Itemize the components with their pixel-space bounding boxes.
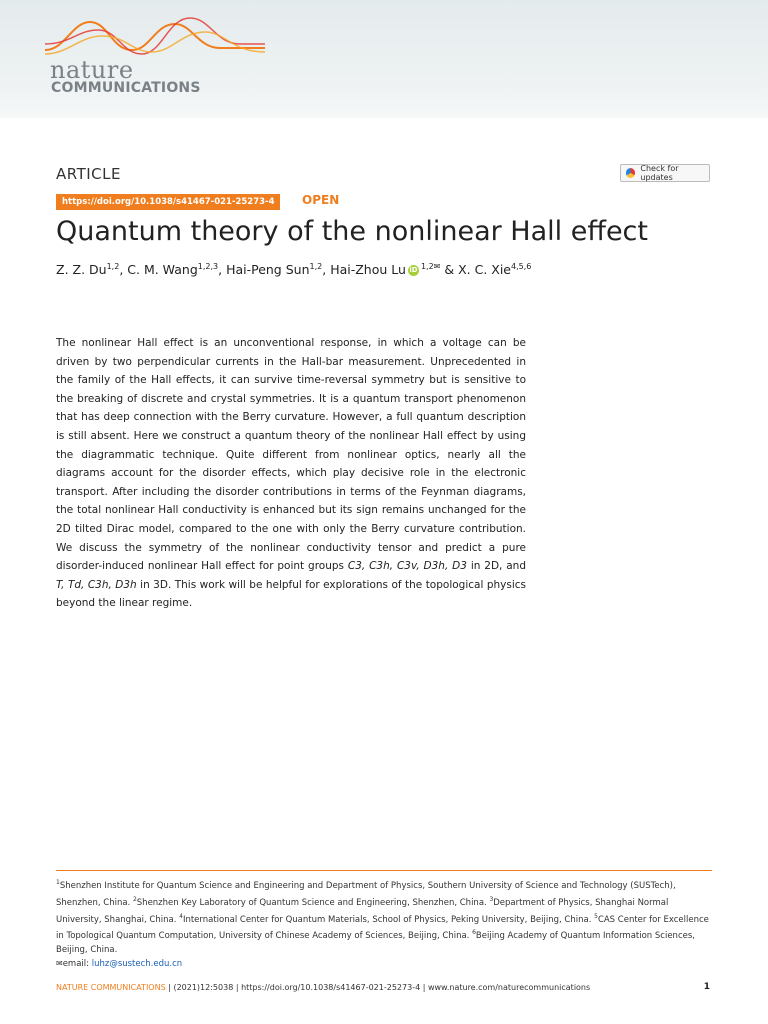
point-groups-3d: T, Td, C3h, D3h: [56, 578, 137, 591]
journal-logo[interactable]: [40, 14, 270, 109]
footer-citation: | (2021)12:5038 | https://doi.org/10.1038/s41467-021-25273-4 | www.nature.com/naturecommunications: [165, 983, 591, 992]
author-affiliation: 1,2: [309, 262, 323, 271]
author-name[interactable]: X. C. Xie: [458, 262, 511, 278]
logo-communications-text: COMMUNICATIONS: [51, 80, 201, 96]
affiliation-3: Department of Physics, Shanghai Normal University, Shanghai, China.: [56, 897, 669, 925]
article-type-label: ARTICLE: [56, 165, 121, 183]
footer-journal: NATURE COMMUNICATIONS: [56, 983, 166, 992]
author-affiliation: 1,2✉: [420, 262, 441, 271]
abstract-text-mid: in 2D, and: [466, 560, 526, 573]
author-separator: ,: [322, 262, 331, 278]
affiliation-2: Shenzhen Key Laboratory of Quantum Science and Engineering, Shenzhen, China.: [136, 897, 490, 908]
page-footer: [56, 983, 590, 992]
affiliations: $^1$Shenzhen Institute for Quantum Science and Engineering and Department of Physics, Southern University of Science and Technology (SUSTech), Shenzhen, China. $^2$Shenzhen Key Laboratory of Quantum Science and Engineering, Shenzhen, China. $^3$Department of Physics, Shanghai Normal University, Shanghai, China. $^4$International Center for Quantum Materials, School of Physics, Peking University, Beijing, China. $^5$CAS Center for Excellence in Topological Quantum Computation, University of Chinese Academy of Sciences, Beijing, China. $^6$Beijing Academy of Quantum Information Sciences, Beijing, China. ✉email: luhz@sustech.edu.cn: [56, 879, 709, 970]
author-ampersand: &: [440, 262, 459, 278]
email-link[interactable]: luhz@sustech.edu.cn: [91, 959, 183, 970]
mail-icon: ✉: [56, 959, 63, 969]
check-for-updates-button[interactable]: [620, 164, 710, 182]
author-separator: ,: [119, 262, 128, 278]
doi-link[interactable]: https://doi.org/10.1038/s41467-021-25273-4: [56, 194, 280, 210]
affiliation-4: International Center for Quantum Materials, School of Physics, Peking University, Beijing, China.: [182, 914, 595, 925]
author-name[interactable]: Z. Z. Du: [56, 262, 107, 278]
logo-nature-text: nature: [50, 56, 134, 84]
check-updates-label: Check for updates: [640, 164, 679, 182]
author-name[interactable]: C. M. Wang: [127, 262, 198, 278]
page-number: 1: [703, 982, 710, 992]
affiliation-6: Beijing Academy of Quantum Information Sciences, Beijing, China.: [56, 931, 695, 956]
open-access-label: OPEN: [302, 193, 340, 207]
journal-banner: [0, 0, 768, 118]
affiliation-1: Shenzhen Institute for Quantum Science and Engineering and Department of Physics, Southern University of Science and Technology (SUSTech), Shenzhen, China.: [56, 880, 676, 908]
email-label: email:: [62, 959, 92, 970]
affiliation-5: CAS Center for Excellence in Topological Quantum Computation, University of Chinese Academy of Sciences, Beijing, China.: [56, 914, 709, 942]
affiliation-divider: [56, 870, 712, 871]
author-name[interactable]: Hai-Peng Sun: [226, 262, 310, 278]
author-list: [56, 262, 531, 277]
author-affiliation: 1,2: [106, 262, 120, 271]
author-name[interactable]: Hai-Zhou Lu: [330, 262, 406, 278]
author-separator: ,: [218, 262, 227, 278]
paper-title: Quantum theory of the nonlinear Hall effect: [56, 216, 648, 247]
author-affiliation: 4,5,6: [511, 262, 532, 271]
point-groups-2d: C3, C3h, C3v, D3h, D3: [347, 560, 467, 573]
abstract-text-end: in 3D. This work will be helpful for explorations of the topological physics beyond the linear regime.: [56, 578, 526, 610]
abstract-text: The nonlinear Hall effect is an unconventional response, in which a voltage can be driven by two perpendicular currents in the Hall-bar measurement. Unprecedented in the family of the Hall effects, it can survive time-reversal symmetry but is sensitive to the breaking of discrete and crystal symmetries. It is a quantum transport phenomenon that has deep connection with the Berry curvature. However, a full quantum description is still absent. Here we construct a quantum theory of the nonlinear Hall effect by using the diagrammatic technique. Quite different from nonlinear optics, nearly all the diagrams account for the disorder effects, which play decisive role in the electronic transport. After including the disorder contributions in terms of the Feynman diagrams, the total nonlinear Hall conductivity is enhanced but its sign remains unchanged for the 2D tilted Dirac model, compared to the one with only the Berry curvature contribution. We discuss the symmetry of the nonlinear conductivity tensor and predict a pure disorder-induced nonlinear Hall effect for point groups: [56, 337, 526, 573]
abstract: [56, 334, 526, 613]
author-affiliation: 1,2,3: [197, 262, 219, 271]
crossmark-icon: [626, 168, 635, 178]
orcid-icon[interactable]: iD: [409, 266, 418, 275]
